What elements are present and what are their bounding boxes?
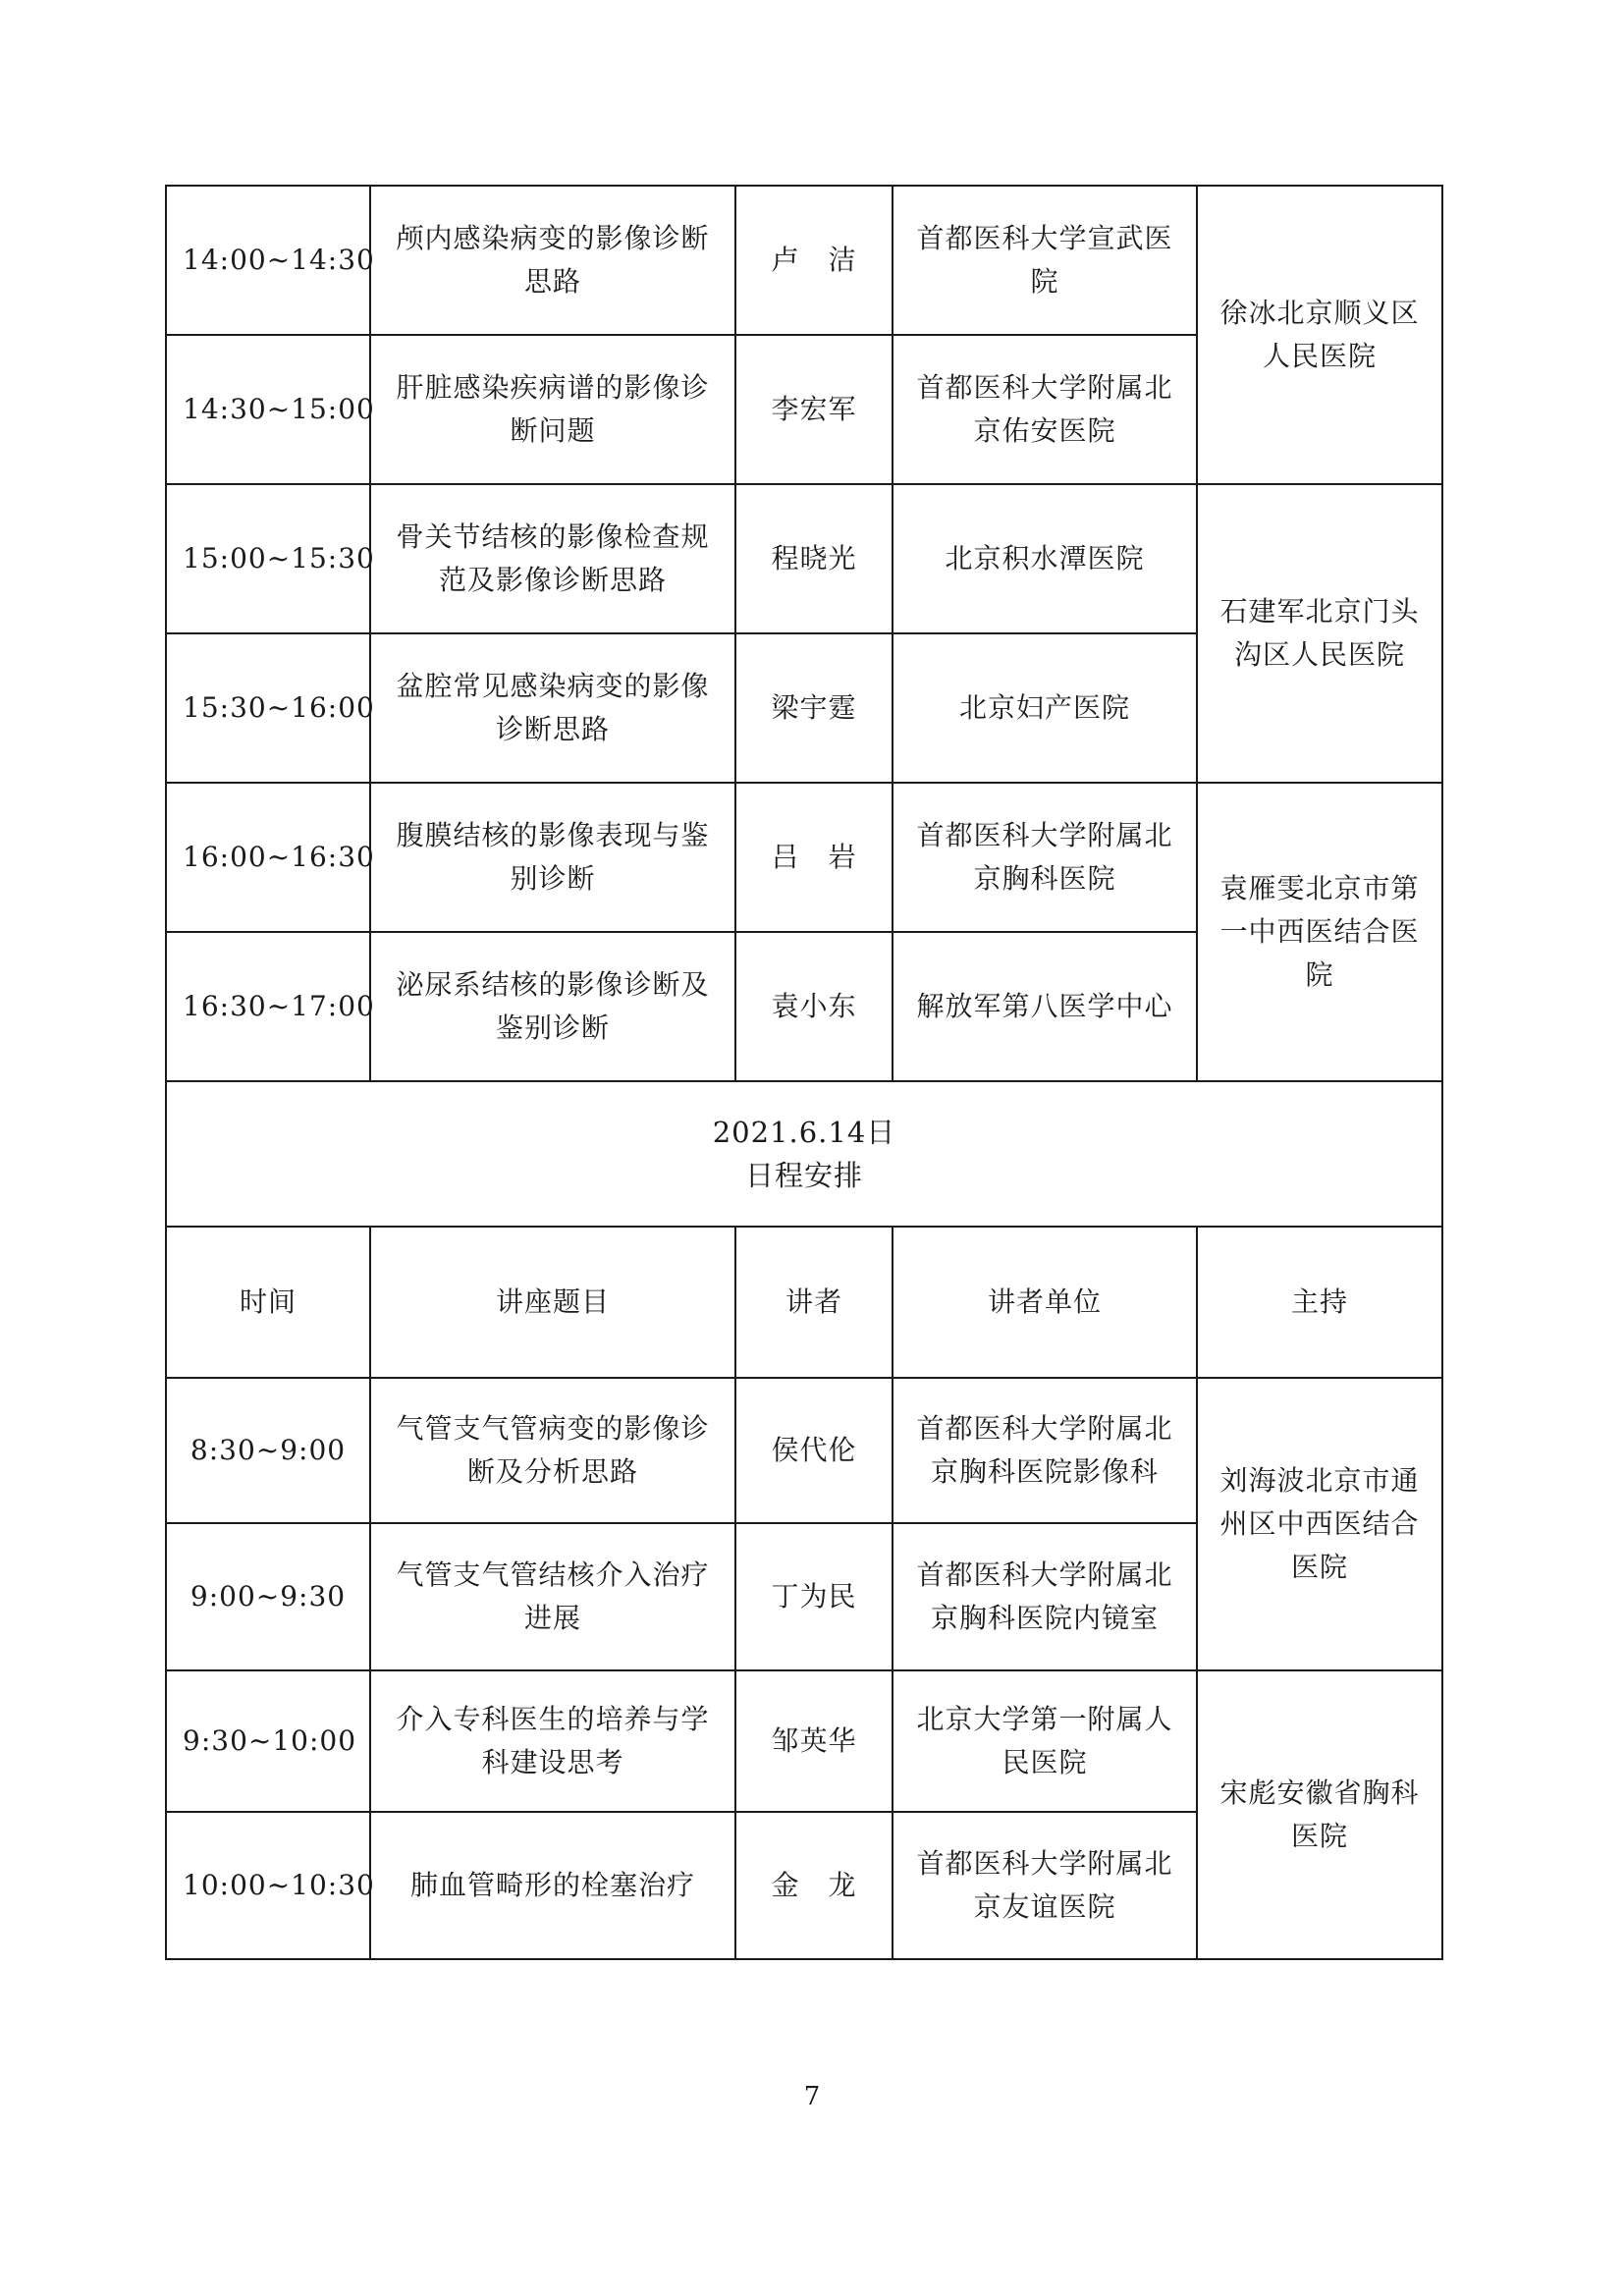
session-speaker: 邹英华: [735, 1670, 893, 1812]
session-host: 徐冰北京顺义区人民医院: [1197, 186, 1442, 484]
session-topic: 颅内感染病变的影像诊断思路: [370, 186, 735, 335]
session-unit: 北京大学第一附属人民医院: [893, 1670, 1197, 1812]
session-unit: 北京积水潭医院: [893, 484, 1197, 633]
session-host: 刘海波北京市通州区中西医结合医院: [1197, 1378, 1442, 1670]
session-time: 16:30~17:00: [166, 932, 370, 1081]
session-time: 15:30~16:00: [166, 633, 370, 783]
session-speaker: 卢 洁: [735, 186, 893, 335]
schedule-table: [165, 185, 1443, 1960]
session-time: 9:30~10:00: [166, 1670, 370, 1812]
table-row: [166, 186, 1442, 335]
session-unit: 解放军第八医学中心: [893, 932, 1197, 1081]
session-time: 8:30~9:00: [166, 1378, 370, 1523]
schedule-heading: [166, 1081, 1442, 1227]
header-host: 主持: [1197, 1227, 1442, 1378]
session-unit: 首都医科大学附属北京胸科医院内镜室: [893, 1523, 1197, 1670]
session-unit: 北京妇产医院: [893, 633, 1197, 783]
session-speaker: 丁为民: [735, 1523, 893, 1670]
session-unit: 首都医科大学附属北京胸科医院: [893, 783, 1197, 932]
session-unit: 首都医科大学宣武医院: [893, 186, 1197, 335]
session-unit: 首都医科大学附属北京友谊医院: [893, 1812, 1197, 1959]
header-time: 时间: [166, 1227, 370, 1378]
session-topic: 盆腔常见感染病变的影像诊断思路: [370, 633, 735, 783]
table-row: [166, 1378, 1442, 1523]
session-speaker: 程晓光: [735, 484, 893, 633]
session-speaker: 袁小东: [735, 932, 893, 1081]
session-time: 9:00~9:30: [166, 1523, 370, 1670]
session-unit: 首都医科大学附属北京佑安医院: [893, 335, 1197, 484]
session-time: 16:00~16:30: [166, 783, 370, 932]
session-speaker: 李宏军: [735, 335, 893, 484]
session-speaker: 金 龙: [735, 1812, 893, 1959]
table-row: [166, 783, 1442, 932]
session-host: 袁雁雯北京市第一中西医结合医院: [1197, 783, 1442, 1081]
header-unit: 讲者单位: [893, 1227, 1197, 1378]
header-topic: 讲座题目: [370, 1227, 735, 1378]
session-topic: 肺血管畸形的栓塞治疗: [370, 1812, 735, 1959]
session-topic: 骨关节结核的影像检查规范及影像诊断思路: [370, 484, 735, 633]
session-host: 宋彪安徽省胸科医院: [1197, 1670, 1442, 1959]
session-topic: 肝脏感染疾病谱的影像诊断问题: [370, 335, 735, 484]
session-time: 14:00~14:30: [166, 186, 370, 335]
schedule-title: 日程安排: [744, 1159, 863, 1192]
session-speaker: 梁宇霆: [735, 633, 893, 783]
session-topic: 气管支气管病变的影像诊断及分析思路: [370, 1378, 735, 1523]
session-time: 14:30~15:00: [166, 335, 370, 484]
session-time: 15:00~15:30: [166, 484, 370, 633]
session-topic: 腹膜结核的影像表现与鉴别诊断: [370, 783, 735, 932]
session-topic: 气管支气管结核介入治疗进展: [370, 1523, 735, 1670]
schedule-date: 2021.6.14日: [712, 1116, 896, 1149]
session-speaker: 侯代伦: [735, 1378, 893, 1523]
session-topic: 介入专科医生的培养与学科建设思考: [370, 1670, 735, 1812]
session-time: 10:00~10:30: [166, 1812, 370, 1959]
session-unit: 首都医科大学附属北京胸科医院影像科: [893, 1378, 1197, 1523]
table-row: [166, 484, 1442, 633]
page-number: 7: [803, 2082, 821, 2111]
session-host: 石建军北京门头沟区人民医院: [1197, 484, 1442, 783]
session-topic: 泌尿系结核的影像诊断及鉴别诊断: [370, 932, 735, 1081]
table-row: [166, 1670, 1442, 1812]
column-header-row: [166, 1227, 1442, 1378]
session-speaker: 吕 岩: [735, 783, 893, 932]
date-header-row: [166, 1081, 1442, 1227]
header-speaker: 讲者: [735, 1227, 893, 1378]
